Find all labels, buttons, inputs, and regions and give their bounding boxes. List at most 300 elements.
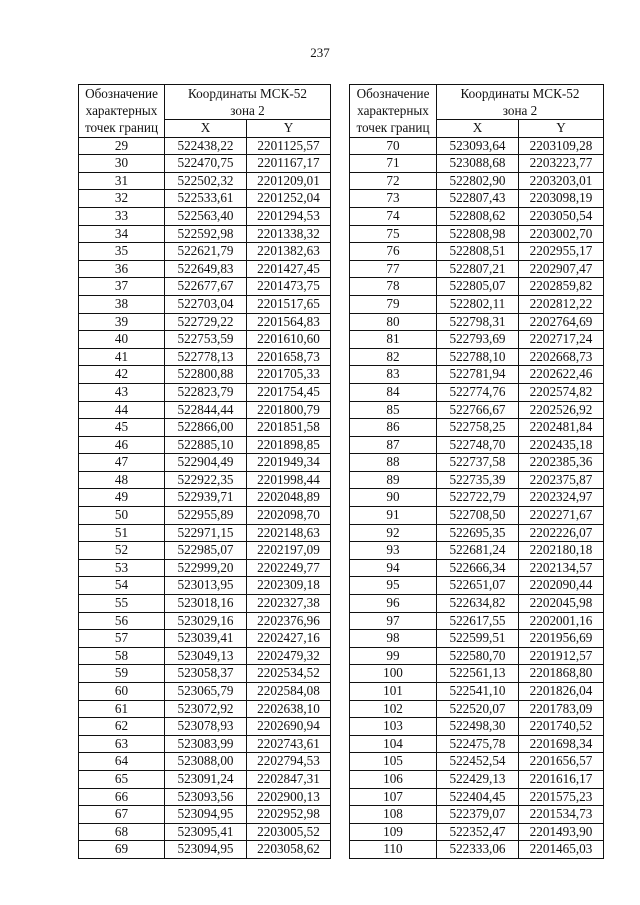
y-coordinate-cell: 2201826,04 bbox=[519, 683, 604, 701]
x-coordinate-cell: 522808,62 bbox=[437, 207, 519, 225]
point-number-cell: 91 bbox=[350, 507, 437, 525]
x-coordinate-cell: 522955,89 bbox=[165, 507, 247, 525]
point-number-cell: 69 bbox=[79, 841, 165, 859]
table-row bbox=[350, 612, 604, 630]
y-coordinate-cell: 2201610,60 bbox=[247, 331, 331, 349]
x-coordinate-cell: 522703,04 bbox=[165, 295, 247, 313]
table-row bbox=[350, 331, 604, 349]
y-coordinate-cell: 2202385,36 bbox=[519, 454, 604, 472]
table-row bbox=[350, 507, 604, 525]
table-row bbox=[350, 172, 604, 190]
point-number-cell: 44 bbox=[79, 401, 165, 419]
y-coordinate-cell: 2203098,19 bbox=[519, 190, 604, 208]
table-row bbox=[350, 348, 604, 366]
y-coordinate-cell: 2202574,82 bbox=[519, 383, 604, 401]
x-coordinate-cell: 522677,67 bbox=[165, 278, 247, 296]
y-coordinate-cell: 2201898,85 bbox=[247, 436, 331, 454]
x-coordinate-cell: 522866,00 bbox=[165, 419, 247, 437]
point-number-cell: 49 bbox=[79, 489, 165, 507]
x-coordinate-cell: 522985,07 bbox=[165, 542, 247, 560]
x-coordinate-cell: 522735,39 bbox=[437, 471, 519, 489]
table-row bbox=[350, 841, 604, 859]
x-coordinate-cell: 522379,07 bbox=[437, 806, 519, 824]
y-coordinate-cell: 2201167,17 bbox=[247, 155, 331, 173]
point-number-cell: 96 bbox=[350, 595, 437, 613]
y-coordinate-cell: 2201427,45 bbox=[247, 260, 331, 278]
table-row bbox=[79, 419, 331, 437]
table-row bbox=[350, 489, 604, 507]
point-number-cell: 90 bbox=[350, 489, 437, 507]
point-number-cell: 34 bbox=[79, 225, 165, 243]
table-row bbox=[350, 823, 604, 841]
y-coordinate-cell: 2202812,22 bbox=[519, 295, 604, 313]
y-coordinate-cell: 2202427,16 bbox=[247, 630, 331, 648]
y-coordinate-cell: 2202668,73 bbox=[519, 348, 604, 366]
table-row bbox=[79, 366, 331, 384]
point-number-cell: 100 bbox=[350, 665, 437, 683]
x-coordinate-cell: 522904,49 bbox=[165, 454, 247, 472]
table-row bbox=[350, 295, 604, 313]
y-coordinate-cell: 2202859,82 bbox=[519, 278, 604, 296]
table-row bbox=[350, 806, 604, 824]
y-coordinate-cell: 2202534,52 bbox=[247, 665, 331, 683]
y-coordinate-cell: 2201740,52 bbox=[519, 718, 604, 736]
y-coordinate-cell: 2202638,10 bbox=[247, 700, 331, 718]
table-row bbox=[79, 207, 331, 225]
x-coordinate-cell: 522971,15 bbox=[165, 524, 247, 542]
table-row bbox=[350, 630, 604, 648]
x-coordinate-cell: 522599,51 bbox=[437, 630, 519, 648]
point-number-cell: 61 bbox=[79, 700, 165, 718]
designation-header-line: точек границ bbox=[84, 120, 159, 136]
point-number-cell: 102 bbox=[350, 700, 437, 718]
point-number-cell: 62 bbox=[79, 718, 165, 736]
point-number-cell: 65 bbox=[79, 770, 165, 788]
table-row bbox=[350, 683, 604, 701]
y-coordinate-cell: 2201294,53 bbox=[247, 207, 331, 225]
x-coordinate-cell: 522666,34 bbox=[437, 559, 519, 577]
point-number-cell: 110 bbox=[350, 841, 437, 859]
point-number-cell: 70 bbox=[350, 137, 437, 155]
x-coordinate-cell: 522753,59 bbox=[165, 331, 247, 349]
designation-header-line: Обозначение bbox=[356, 86, 430, 102]
y-coordinate-cell: 2201517,65 bbox=[247, 295, 331, 313]
y-coordinate-cell: 2201851,58 bbox=[247, 419, 331, 437]
x-coordinate-cell: 522885,10 bbox=[165, 436, 247, 454]
point-number-cell: 93 bbox=[350, 542, 437, 560]
table-row bbox=[79, 331, 331, 349]
x-coordinate-cell: 522766,67 bbox=[437, 401, 519, 419]
point-number-cell: 35 bbox=[79, 243, 165, 261]
point-number-cell: 82 bbox=[350, 348, 437, 366]
table-row bbox=[79, 278, 331, 296]
y-coordinate-cell: 2202226,07 bbox=[519, 524, 604, 542]
point-number-cell: 71 bbox=[350, 155, 437, 173]
table-row bbox=[79, 524, 331, 542]
table-row bbox=[350, 770, 604, 788]
y-coordinate-cell: 2202690,94 bbox=[247, 718, 331, 736]
point-number-cell: 92 bbox=[350, 524, 437, 542]
point-number-cell: 66 bbox=[79, 788, 165, 806]
x-coordinate-cell: 522634,82 bbox=[437, 595, 519, 613]
point-number-cell: 88 bbox=[350, 454, 437, 472]
point-number-cell: 72 bbox=[350, 172, 437, 190]
table-row bbox=[350, 647, 604, 665]
x-coordinate-cell: 522438,22 bbox=[165, 137, 247, 155]
point-number-cell: 105 bbox=[350, 753, 437, 771]
point-number-cell: 41 bbox=[79, 348, 165, 366]
x-coordinate-cell: 522808,51 bbox=[437, 243, 519, 261]
y-coordinate-cell: 2202900,13 bbox=[247, 788, 331, 806]
y-coordinate-cell: 2202180,18 bbox=[519, 542, 604, 560]
table-row bbox=[350, 260, 604, 278]
point-number-cell: 73 bbox=[350, 190, 437, 208]
x-coordinate-cell: 522844,44 bbox=[165, 401, 247, 419]
x-coordinate-cell: 523093,64 bbox=[437, 137, 519, 155]
y-coordinate-cell: 2202249,77 bbox=[247, 559, 331, 577]
point-number-cell: 60 bbox=[79, 683, 165, 701]
x-coordinate-cell: 522793,69 bbox=[437, 331, 519, 349]
coordinates-header bbox=[165, 85, 331, 120]
point-number-cell: 39 bbox=[79, 313, 165, 331]
table-row bbox=[79, 243, 331, 261]
x-coordinate-cell: 522823,79 bbox=[165, 383, 247, 401]
point-number-cell: 42 bbox=[79, 366, 165, 384]
y-coordinate-cell: 2203005,52 bbox=[247, 823, 331, 841]
table-row bbox=[350, 225, 604, 243]
table-row bbox=[350, 401, 604, 419]
point-number-cell: 38 bbox=[79, 295, 165, 313]
y-coordinate-cell: 2201252,04 bbox=[247, 190, 331, 208]
x-coordinate-cell: 522800,88 bbox=[165, 366, 247, 384]
point-number-cell: 30 bbox=[79, 155, 165, 173]
x-coordinate-cell: 523088,68 bbox=[437, 155, 519, 173]
point-number-cell: 87 bbox=[350, 436, 437, 454]
x-coordinate-cell: 523018,16 bbox=[165, 595, 247, 613]
x-coordinate-cell: 522621,79 bbox=[165, 243, 247, 261]
y-coordinate-cell: 2201998,44 bbox=[247, 471, 331, 489]
table-row bbox=[350, 788, 604, 806]
point-number-cell: 37 bbox=[79, 278, 165, 296]
y-coordinate-cell: 2201949,34 bbox=[247, 454, 331, 472]
y-coordinate-cell: 2201656,57 bbox=[519, 753, 604, 771]
y-coordinate-cell: 2202134,57 bbox=[519, 559, 604, 577]
point-number-cell: 58 bbox=[79, 647, 165, 665]
table-row bbox=[350, 366, 604, 384]
x-coordinate-cell: 522520,07 bbox=[437, 700, 519, 718]
table-row bbox=[79, 383, 331, 401]
table-row bbox=[350, 137, 604, 155]
x-coordinate-cell: 522781,94 bbox=[437, 366, 519, 384]
table-row bbox=[79, 260, 331, 278]
point-number-cell: 48 bbox=[79, 471, 165, 489]
x-coordinate-cell: 522737,58 bbox=[437, 454, 519, 472]
y-coordinate-cell: 2201698,34 bbox=[519, 735, 604, 753]
x-coordinate-cell: 522617,55 bbox=[437, 612, 519, 630]
point-number-cell: 52 bbox=[79, 542, 165, 560]
point-number-cell: 43 bbox=[79, 383, 165, 401]
table-row bbox=[79, 295, 331, 313]
x-coordinate-cell: 522778,13 bbox=[165, 348, 247, 366]
table-row bbox=[79, 595, 331, 613]
x-coordinate-cell: 523094,95 bbox=[165, 841, 247, 859]
point-number-cell: 81 bbox=[350, 331, 437, 349]
y-coordinate-cell: 2202955,17 bbox=[519, 243, 604, 261]
table-body-left bbox=[79, 137, 331, 858]
y-coordinate-cell: 2201705,33 bbox=[247, 366, 331, 384]
table-row bbox=[79, 454, 331, 472]
y-coordinate-cell: 2202584,08 bbox=[247, 683, 331, 701]
point-number-cell: 55 bbox=[79, 595, 165, 613]
x-coordinate-cell: 523029,16 bbox=[165, 612, 247, 630]
coordinates-header-line: зона 2 bbox=[502, 103, 538, 118]
y-coordinate-cell: 2202764,69 bbox=[519, 313, 604, 331]
x-coordinate-cell: 522802,11 bbox=[437, 295, 519, 313]
y-coordinate-cell: 2201783,09 bbox=[519, 700, 604, 718]
point-number-cell: 83 bbox=[350, 366, 437, 384]
y-coordinate-cell: 2202045,98 bbox=[519, 595, 604, 613]
y-coordinate-cell: 2201465,03 bbox=[519, 841, 604, 859]
y-coordinate-cell: 2202743,61 bbox=[247, 735, 331, 753]
table-row bbox=[350, 542, 604, 560]
point-number-cell: 103 bbox=[350, 718, 437, 736]
x-coordinate-cell: 522788,10 bbox=[437, 348, 519, 366]
y-coordinate-cell: 2203203,01 bbox=[519, 172, 604, 190]
y-coordinate-cell: 2201912,57 bbox=[519, 647, 604, 665]
x-coordinate-cell: 522748,70 bbox=[437, 436, 519, 454]
x-coordinate-cell: 523072,92 bbox=[165, 700, 247, 718]
point-number-cell: 99 bbox=[350, 647, 437, 665]
point-number-cell: 57 bbox=[79, 630, 165, 648]
point-number-cell: 75 bbox=[350, 225, 437, 243]
y-coordinate-cell: 2203002,70 bbox=[519, 225, 604, 243]
designation-header-line: точек границ bbox=[356, 120, 430, 136]
y-coordinate-cell: 2201564,83 bbox=[247, 313, 331, 331]
y-coordinate-cell: 2201956,69 bbox=[519, 630, 604, 648]
table-row bbox=[350, 665, 604, 683]
point-number-cell: 86 bbox=[350, 419, 437, 437]
x-coordinate-cell: 522541,10 bbox=[437, 683, 519, 701]
table-row bbox=[350, 595, 604, 613]
x-coordinate-cell: 522592,98 bbox=[165, 225, 247, 243]
point-number-cell: 59 bbox=[79, 665, 165, 683]
coordinates-header-line: Координаты МСК-52 bbox=[460, 86, 580, 101]
point-number-cell: 98 bbox=[350, 630, 437, 648]
table-row bbox=[79, 647, 331, 665]
point-number-cell: 47 bbox=[79, 454, 165, 472]
table-row bbox=[79, 190, 331, 208]
y-coordinate-cell: 2203223,77 bbox=[519, 155, 604, 173]
point-number-cell: 89 bbox=[350, 471, 437, 489]
y-coordinate-cell: 2202327,38 bbox=[247, 595, 331, 613]
table-row bbox=[350, 577, 604, 595]
x-coordinate-cell: 522805,07 bbox=[437, 278, 519, 296]
table-body-right bbox=[350, 137, 604, 858]
coordinates-header-line: зона 2 bbox=[230, 103, 265, 118]
point-number-cell: 77 bbox=[350, 260, 437, 278]
y-coordinate-cell: 2202001,16 bbox=[519, 612, 604, 630]
designation-header-line: характерных bbox=[85, 103, 158, 119]
y-coordinate-cell: 2202197,09 bbox=[247, 542, 331, 560]
table-row bbox=[350, 155, 604, 173]
y-coordinate-cell: 2202847,31 bbox=[247, 770, 331, 788]
x-coordinate-cell: 522758,25 bbox=[437, 419, 519, 437]
point-number-cell: 74 bbox=[350, 207, 437, 225]
point-number-cell: 85 bbox=[350, 401, 437, 419]
x-coordinate-cell: 522352,47 bbox=[437, 823, 519, 841]
y-coordinate-cell: 2201868,80 bbox=[519, 665, 604, 683]
x-coordinate-cell: 522807,21 bbox=[437, 260, 519, 278]
y-coordinate-cell: 2201534,73 bbox=[519, 806, 604, 824]
x-coordinate-cell: 522452,54 bbox=[437, 753, 519, 771]
y-coordinate-cell: 2202375,87 bbox=[519, 471, 604, 489]
y-coordinate-cell: 2202526,92 bbox=[519, 401, 604, 419]
point-number-cell: 107 bbox=[350, 788, 437, 806]
table-row bbox=[350, 524, 604, 542]
point-number-cell: 108 bbox=[350, 806, 437, 824]
x-coordinate-cell: 522333,06 bbox=[437, 841, 519, 859]
table-row bbox=[79, 471, 331, 489]
designation-header bbox=[79, 85, 165, 138]
designation-header-line: Обозначение bbox=[85, 86, 158, 102]
point-number-cell: 97 bbox=[350, 612, 437, 630]
designation-header-line: характерных bbox=[357, 103, 429, 119]
table-row bbox=[350, 753, 604, 771]
point-number-cell: 106 bbox=[350, 770, 437, 788]
point-number-cell: 31 bbox=[79, 172, 165, 190]
y-coordinate-cell: 2202048,89 bbox=[247, 489, 331, 507]
coordinates-table-left bbox=[78, 84, 331, 859]
table-row bbox=[350, 559, 604, 577]
point-number-cell: 101 bbox=[350, 683, 437, 701]
point-number-cell: 76 bbox=[350, 243, 437, 261]
table-row bbox=[350, 718, 604, 736]
y-coordinate-cell: 2202479,32 bbox=[247, 647, 331, 665]
y-coordinate-cell: 2201493,90 bbox=[519, 823, 604, 841]
x-coordinate-cell: 522681,24 bbox=[437, 542, 519, 560]
x-coordinate-cell: 522429,13 bbox=[437, 770, 519, 788]
point-number-cell: 56 bbox=[79, 612, 165, 630]
x-coordinate-cell: 523095,41 bbox=[165, 823, 247, 841]
table-row bbox=[79, 137, 331, 155]
y-coordinate-cell: 2201616,17 bbox=[519, 770, 604, 788]
table-row bbox=[350, 278, 604, 296]
point-number-cell: 94 bbox=[350, 559, 437, 577]
x-coordinate-cell: 522580,70 bbox=[437, 647, 519, 665]
x-coordinate-cell: 522533,61 bbox=[165, 190, 247, 208]
table-row bbox=[350, 436, 604, 454]
table-row bbox=[79, 313, 331, 331]
x-coordinate-cell: 522498,30 bbox=[437, 718, 519, 736]
y-column-header: Y bbox=[519, 120, 604, 138]
y-coordinate-cell: 2201382,63 bbox=[247, 243, 331, 261]
designation-header bbox=[350, 85, 437, 138]
table-row bbox=[79, 735, 331, 753]
y-coordinate-cell: 2201125,57 bbox=[247, 137, 331, 155]
x-coordinate-cell: 523058,37 bbox=[165, 665, 247, 683]
y-coordinate-cell: 2202271,67 bbox=[519, 507, 604, 525]
point-number-cell: 64 bbox=[79, 753, 165, 771]
coordinates-header-line: Координаты МСК-52 bbox=[188, 86, 307, 101]
point-number-cell: 32 bbox=[79, 190, 165, 208]
table-row bbox=[79, 630, 331, 648]
x-coordinate-cell: 522651,07 bbox=[437, 577, 519, 595]
x-coordinate-cell: 522475,78 bbox=[437, 735, 519, 753]
x-coordinate-cell: 523049,13 bbox=[165, 647, 247, 665]
table-row bbox=[79, 806, 331, 824]
table-row bbox=[79, 700, 331, 718]
y-coordinate-cell: 2201754,45 bbox=[247, 383, 331, 401]
table-row bbox=[350, 700, 604, 718]
point-number-cell: 53 bbox=[79, 559, 165, 577]
table-row bbox=[350, 207, 604, 225]
x-coordinate-cell: 522807,43 bbox=[437, 190, 519, 208]
x-coordinate-cell: 522404,45 bbox=[437, 788, 519, 806]
x-coordinate-cell: 522561,13 bbox=[437, 665, 519, 683]
y-coordinate-cell: 2201800,79 bbox=[247, 401, 331, 419]
table-row bbox=[79, 436, 331, 454]
y-coordinate-cell: 2202481,84 bbox=[519, 419, 604, 437]
x-coordinate-cell: 523093,56 bbox=[165, 788, 247, 806]
table-row bbox=[79, 683, 331, 701]
x-coordinate-cell: 522802,90 bbox=[437, 172, 519, 190]
y-coordinate-cell: 2201209,01 bbox=[247, 172, 331, 190]
table-row bbox=[79, 348, 331, 366]
x-coordinate-cell: 523094,95 bbox=[165, 806, 247, 824]
table-row bbox=[350, 383, 604, 401]
table-row bbox=[79, 507, 331, 525]
table-row bbox=[79, 665, 331, 683]
table-row bbox=[350, 454, 604, 472]
table-row bbox=[79, 770, 331, 788]
y-coordinate-cell: 2202794,53 bbox=[247, 753, 331, 771]
x-coordinate-cell: 523065,79 bbox=[165, 683, 247, 701]
y-coordinate-cell: 2202907,47 bbox=[519, 260, 604, 278]
x-coordinate-cell: 522808,98 bbox=[437, 225, 519, 243]
y-coordinate-cell: 2203050,54 bbox=[519, 207, 604, 225]
x-coordinate-cell: 522922,35 bbox=[165, 471, 247, 489]
point-number-cell: 104 bbox=[350, 735, 437, 753]
x-coordinate-cell: 522649,83 bbox=[165, 260, 247, 278]
x-coordinate-cell: 522470,75 bbox=[165, 155, 247, 173]
y-coordinate-cell: 2201575,23 bbox=[519, 788, 604, 806]
y-coordinate-cell: 2203109,28 bbox=[519, 137, 604, 155]
table-row bbox=[79, 718, 331, 736]
table-row bbox=[79, 559, 331, 577]
table-row bbox=[79, 788, 331, 806]
table-row bbox=[350, 313, 604, 331]
x-coordinate-cell: 523091,24 bbox=[165, 770, 247, 788]
page-number: 237 bbox=[310, 45, 330, 60]
x-coordinate-cell: 523083,99 bbox=[165, 735, 247, 753]
point-number-cell: 63 bbox=[79, 735, 165, 753]
x-coordinate-cell: 522695,35 bbox=[437, 524, 519, 542]
table-row bbox=[350, 471, 604, 489]
table-row bbox=[350, 190, 604, 208]
y-coordinate-cell: 2201473,75 bbox=[247, 278, 331, 296]
point-number-cell: 45 bbox=[79, 419, 165, 437]
table-row bbox=[350, 735, 604, 753]
point-number-cell: 29 bbox=[79, 137, 165, 155]
x-coordinate-cell: 523013,95 bbox=[165, 577, 247, 595]
point-number-cell: 68 bbox=[79, 823, 165, 841]
y-coordinate-cell: 2202952,98 bbox=[247, 806, 331, 824]
table-row bbox=[79, 823, 331, 841]
point-number-cell: 80 bbox=[350, 313, 437, 331]
y-coordinate-cell: 2202148,63 bbox=[247, 524, 331, 542]
point-number-cell: 95 bbox=[350, 577, 437, 595]
x-coordinate-cell: 522722,79 bbox=[437, 489, 519, 507]
